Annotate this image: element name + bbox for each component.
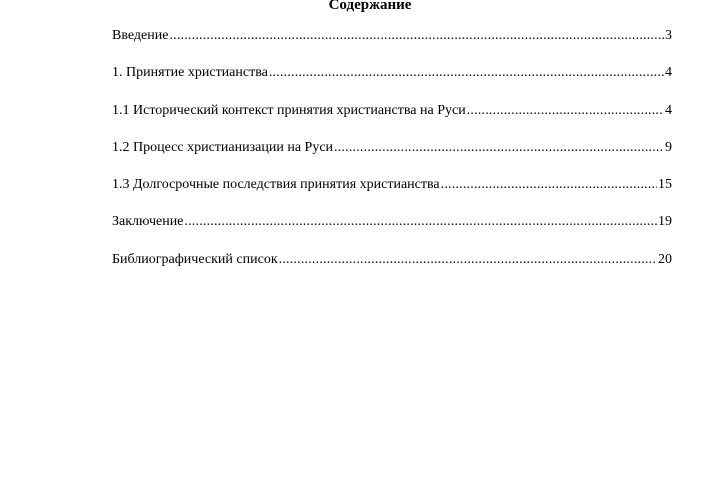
toc-entry-chapter-1 <box>112 64 672 101</box>
toc-entry-text: 1. Принятие христианства <box>112 65 268 81</box>
dot-leader <box>279 251 657 269</box>
toc-entry-text: Библиографический список <box>112 251 278 267</box>
toc-title: Содержание <box>328 0 412 13</box>
toc-entry-page: 19 <box>658 214 672 230</box>
dot-leader <box>184 213 657 231</box>
table-of-contents <box>112 27 672 288</box>
toc-entry-page: 4 <box>665 102 672 118</box>
toc-entry-page: 4 <box>665 65 672 81</box>
toc-entry-introduction <box>112 27 672 64</box>
dot-leader <box>467 102 664 120</box>
toc-entry-text: Заключение <box>112 214 184 230</box>
toc-entry-bibliography <box>112 251 672 288</box>
dot-leader <box>269 64 664 82</box>
toc-entry-text: Введение <box>112 28 169 43</box>
toc-entry-section-1-2 <box>112 139 672 176</box>
toc-entry-page: 9 <box>665 139 672 155</box>
toc-entry-section-1-1 <box>112 102 672 139</box>
toc-entry-page: 15 <box>658 177 672 193</box>
toc-entry-text: 1.2 Процесс христианизации на Руси <box>112 139 334 155</box>
dot-leader <box>169 27 664 45</box>
dot-leader <box>334 139 664 157</box>
toc-entry-text: 1.3 Долгосрочные последствия принятия христианства <box>112 177 440 193</box>
toc-entry-section-1-3 <box>112 176 672 213</box>
toc-entry-page: 20 <box>658 251 672 267</box>
toc-entry-text: 1.1 Исторический контекст принятия христианства на Руси <box>112 102 466 118</box>
toc-entry-conclusion <box>112 213 672 250</box>
toc-entry-page: 3 <box>665 28 672 43</box>
dot-leader <box>441 176 657 194</box>
